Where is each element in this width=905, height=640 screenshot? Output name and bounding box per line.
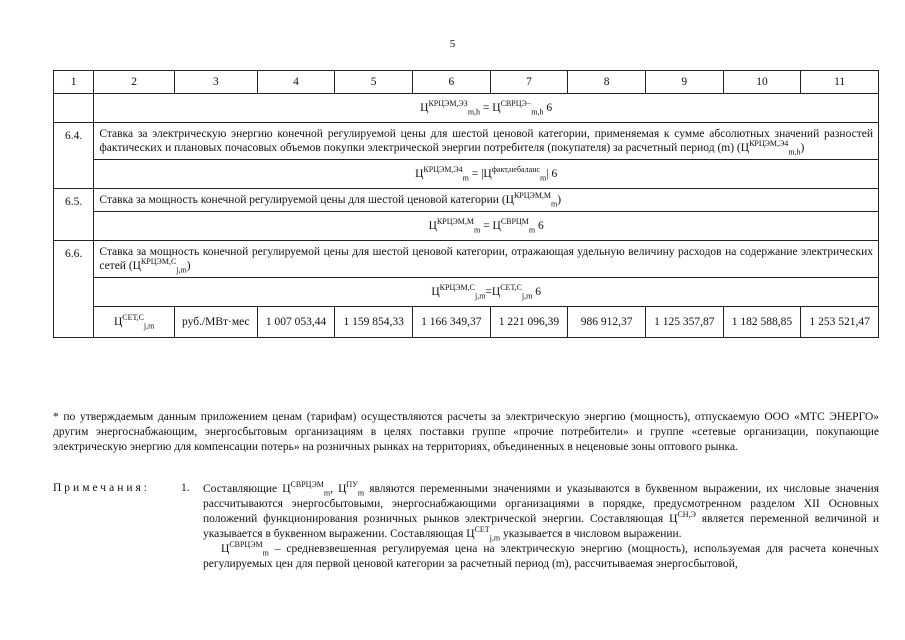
notes-label: Примечания: xyxy=(53,482,150,494)
value-cell: 1 166 349,37 xyxy=(413,307,491,338)
note-paragraph: $Ц^{СВРЦЭМ}_m$ – средневзвешенная регулируемая цена на электрическую энергию (мощность), используемая для расчета конечных регулируемых цен для первой ценовой категории за расчетный период (m), рассчитываемая энергосбытовой, xyxy=(203,540,879,570)
values-row xyxy=(54,307,879,338)
row-description: Ставка за мощность конечной регулируемой цены для шестой ценовой категории, отражающая удельную величину расходов на содержание электрических сетей $(Ц^{КРЦЭМ,С}_{j,m})$ xyxy=(94,241,879,278)
table-row xyxy=(54,123,879,160)
footnote: * по утверждаемым данным приложением ценам (тарифам) осуществляются расчеты за электрическую энергию (мощность), отпускаемую ООО «МТС ЭНЕРГО» другим энергоснабжающим, энергосбытовым организациям в целях поставки группе «прочие потребители» и группе «сетевые организации, покупающие электрическую энергию для компенсации потерь» на розничных рынках на территориях, объединенных в неценовые зоны оптового рынка. xyxy=(53,411,879,453)
formula-row xyxy=(54,212,879,241)
col-header: 10 xyxy=(723,71,801,94)
note-body xyxy=(203,482,879,572)
col-header: 2 xyxy=(94,71,175,94)
col-header: 6 xyxy=(413,71,491,94)
formula: $Ц^{КРЦЭМ,Э4}_m = |Ц^{факт,небаланс}_m|$ 6 xyxy=(94,160,879,189)
table-row xyxy=(54,189,879,212)
col-header: 9 xyxy=(645,71,723,94)
col-header: 8 xyxy=(568,71,646,94)
value-cell: 1 125 357,87 xyxy=(645,307,723,338)
col-header: 1 xyxy=(54,71,94,94)
note-paragraph: Составляющие $Ц^{СВРЦЭМ}_m$, $Ц^{ПУ}_m$ являются переменными значениями и указываются в буквенном выражении, их числовые значения рассчитываются энергосбытовыми, энергоснабжающими организациями в порядке, предусмотренном разделом XII Основных положений функционирования розничных рынков электрической энергии. Составляющая $Ц^{СН,Э}$ является переменной величиной и указывается в буквенном выражении. Составляющая $Ц^{СЕТ}_{j,m}$ указывается в числовом выражении. xyxy=(203,480,879,543)
page-number: 5 xyxy=(449,38,456,50)
formula: $Ц^{КРЦЭМ,С}_{j,m}=Ц^{СЕТ,С}_{j,m}$ 6 xyxy=(94,278,879,307)
formula-row xyxy=(54,278,879,307)
value-cell: 1 159 854,33 xyxy=(335,307,413,338)
value-cell: 1 221 096,39 xyxy=(490,307,568,338)
formula-row xyxy=(54,94,879,123)
formula-row xyxy=(54,160,879,189)
row-number: 6.4. xyxy=(54,123,94,189)
row-description: Ставка за электрическую энергию конечной регулируемой цены для шестой ценовой категории, применяемая к сумме абсолютных значений разностей фактических и плановых почасовых объемов покупки электрической энергии потребителя (покупателя) за расчетный период (m) $(Ц^{КРЦЭМ,Э4}_{m,h})$ xyxy=(94,123,879,160)
value-cell: 1 182 588,85 xyxy=(723,307,801,338)
row-number: 6.5. xyxy=(54,189,94,241)
value-cell: 1 253 521,47 xyxy=(801,307,879,338)
row-description: Ставка за мощность конечной регулируемой цены для шестой ценовой категории $(Ц^{КРЦЭМ,М}_m)$ xyxy=(94,189,879,212)
value-symbol: $Ц^{СЕТ,С}_{j,m}$ xyxy=(94,307,175,338)
tariff-table xyxy=(53,70,879,338)
table-row xyxy=(54,241,879,278)
col-header: 3 xyxy=(175,71,258,94)
value-unit: руб./МВт·мес xyxy=(175,307,258,338)
col-header: 7 xyxy=(490,71,568,94)
col-header: 4 xyxy=(257,71,335,94)
header-row xyxy=(54,71,879,94)
formula: $Ц^{КРЦЭМ,ЭЗ}_{m,h} = Ц^{СВРЦЭ-}_{m,h}$ 6 xyxy=(94,94,879,123)
note-number: 1. xyxy=(181,482,190,494)
row-number: 6.6. xyxy=(54,241,94,338)
value-cell: 986 912,37 xyxy=(568,307,646,338)
formula: $Ц^{КРЦЭМ,М}_m = Ц^{СВРЦМ}_m$ 6 xyxy=(94,212,879,241)
value-cell: 1 007 053,44 xyxy=(257,307,335,338)
col-header: 11 xyxy=(801,71,879,94)
col-header: 5 xyxy=(335,71,413,94)
